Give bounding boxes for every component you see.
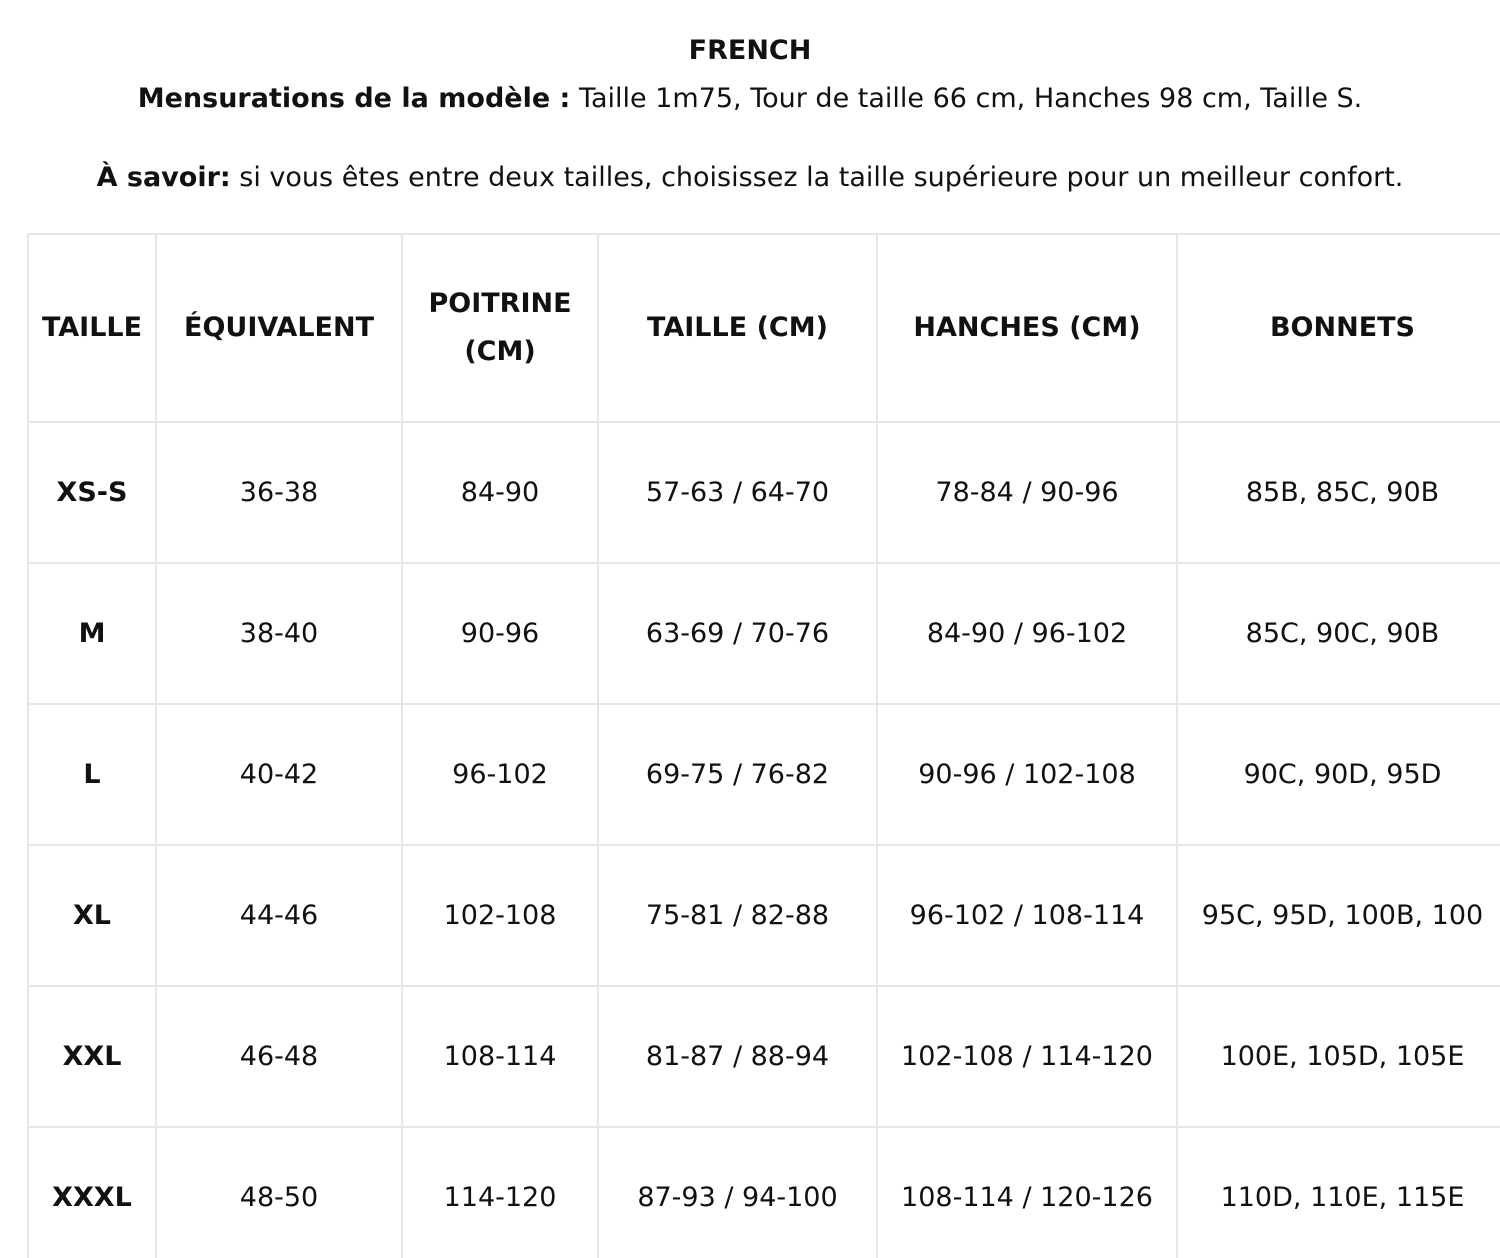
hanches-cell: 78-84 / 90-96 [877, 422, 1177, 563]
size-tip-label: À savoir: [96, 162, 231, 193]
equivalent-cell: 40-42 [156, 704, 402, 845]
size-cell: L [28, 704, 156, 845]
bonnets-cell: 90C, 90D, 95D [1177, 704, 1500, 845]
table-header-row [28, 234, 1500, 422]
column-header-taille-cm: TAILLE (CM) [598, 234, 877, 422]
poitrine-cell: 114-120 [402, 1127, 598, 1258]
size-cell: XXL [28, 986, 156, 1127]
model-measurements [0, 82, 1500, 116]
bonnets-cell: 100E, 105D, 105E [1177, 986, 1500, 1127]
bonnets-cell: 110D, 110E, 115E [1177, 1127, 1500, 1258]
taille-cm-cell: 81-87 / 88-94 [598, 986, 877, 1127]
column-header-hanches: HANCHES (CM) [877, 234, 1177, 422]
taille-cm-cell: 57-63 / 64-70 [598, 422, 877, 563]
size-chart-table [27, 233, 1500, 1258]
page-title: FRENCH [688, 35, 812, 66]
bonnets-cell: 95C, 95D, 100B, 100 [1177, 845, 1500, 986]
hanches-cell: 96-102 / 108-114 [877, 845, 1177, 986]
poitrine-cell: 108-114 [402, 986, 598, 1127]
poitrine-cell: 96-102 [402, 704, 598, 845]
table-row [28, 704, 1500, 845]
taille-cm-cell: 69-75 / 76-82 [598, 704, 877, 845]
bonnets-cell: 85B, 85C, 90B [1177, 422, 1500, 563]
hanches-cell: 84-90 / 96-102 [877, 563, 1177, 704]
table-row [28, 986, 1500, 1127]
column-header-poitrine: POITRINE (CM) [402, 234, 598, 422]
equivalent-cell: 36-38 [156, 422, 402, 563]
column-header-bonnets: BONNETS [1177, 234, 1500, 422]
table-row [28, 845, 1500, 986]
size-tip [0, 161, 1500, 195]
size-cell: XS-S [28, 422, 156, 563]
hanches-cell: 90-96 / 102-108 [877, 704, 1177, 845]
size-cell: M [28, 563, 156, 704]
table-row [28, 563, 1500, 704]
size-tip-text: si vous êtes entre deux tailles, choisissez la taille supérieure pour un meilleur confort. [230, 162, 1404, 193]
column-header-taille: TAILLE [28, 234, 156, 422]
size-chart-container[interactable] [27, 233, 1500, 1258]
taille-cm-cell: 75-81 / 82-88 [598, 845, 877, 986]
size-cell: XL [28, 845, 156, 986]
equivalent-cell: 44-46 [156, 845, 402, 986]
model-measurements-label: Mensurations de la modèle : [137, 83, 571, 114]
hanches-cell: 102-108 / 114-120 [877, 986, 1177, 1127]
equivalent-cell: 38-40 [156, 563, 402, 704]
taille-cm-cell: 63-69 / 70-76 [598, 563, 877, 704]
poitrine-cell: 84-90 [402, 422, 598, 563]
poitrine-cell: 90-96 [402, 563, 598, 704]
column-header-equivalent: ÉQUIVALENT [156, 234, 402, 422]
equivalent-cell: 48-50 [156, 1127, 402, 1258]
table-row [28, 1127, 1500, 1258]
bonnets-cell: 85C, 90C, 90B [1177, 563, 1500, 704]
equivalent-cell: 46-48 [156, 986, 402, 1127]
taille-cm-cell: 87-93 / 94-100 [598, 1127, 877, 1258]
table-row [28, 422, 1500, 563]
hanches-cell: 108-114 / 120-126 [877, 1127, 1177, 1258]
model-measurements-text: Taille 1m75, Tour de taille 66 cm, Hanches 98 cm, Taille S. [570, 83, 1363, 114]
poitrine-cell: 102-108 [402, 845, 598, 986]
size-cell: XXXL [28, 1127, 156, 1258]
